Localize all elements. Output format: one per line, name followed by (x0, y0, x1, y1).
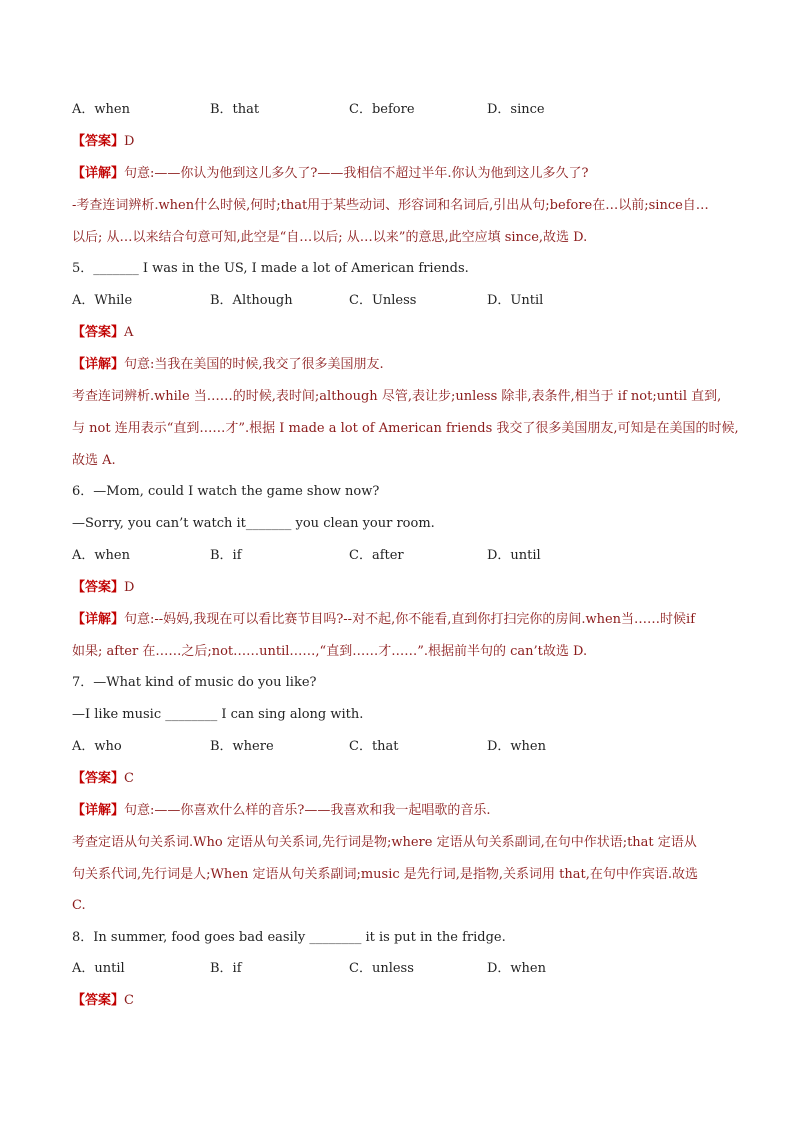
detail-label: 【详解】 (72, 357, 125, 372)
q6-option-c: C．after (349, 548, 404, 563)
q6-answer (72, 579, 134, 597)
answer-label: 【答案】 (72, 993, 125, 1008)
answer-label: 【答案】 (72, 134, 125, 149)
q7-option-b: B．where (210, 739, 274, 754)
q8-option-d: D．when (487, 961, 546, 976)
q5-detail-line-2: 考查连词辨析.while 当……的时候,表时间;although 尽管,表让步;unless 除非,表条件,相当于 if not;until 直到, (72, 389, 722, 404)
q7-answer (72, 770, 134, 788)
answer-label: 【答案】 (72, 771, 125, 786)
q4-answer (72, 133, 134, 151)
q5-detail-line-1: 【详解】句意:当我在美国的时候,我交了很多美国朋友. (72, 357, 384, 372)
q8-option-a: A．until (72, 961, 125, 976)
q7-detail-line-4: C. (72, 898, 86, 913)
q7-detail-line-1: 【详解】句意:——你喜欢什么样的音乐?——我喜欢和我一起唱歌的音乐. (72, 803, 491, 818)
q5-stem: 5．_______ I was in the US, I made a lot of American friends. (72, 261, 469, 276)
q8-answer-value: C (124, 993, 134, 1008)
q4-option-a: A．when (72, 102, 130, 117)
q6-answer-value: D (124, 580, 135, 595)
q4-answer-value: D (124, 134, 135, 149)
q4-option-c: C．before (349, 102, 415, 117)
q5-detail-line-4: 故选 A. (72, 453, 116, 468)
q4-detail-line-3: 以后; 从…以来结合句意可知,此空是“自…以后; 从…以来”的意思,此空应填 since,故选 D. (72, 230, 588, 245)
q7-detail-line-3: 句关系代词,先行词是人;When 定语从句关系副词;music 是先行词,是指物,关系词用 that,在句中作宾语.故选 (72, 867, 698, 882)
q6-detail-line-1: 【详解】句意:--妈妈,我现在可以看比赛节目吗?--对不起,你不能看,直到你打扫完你的房间.when当……时候if (72, 612, 696, 627)
q4-detail-line-2: -考查连词辨析.when什么时候,何时;that用于某些动词、形容词和名词后,引出从句;before在…以前;since自… (72, 198, 709, 213)
q7-option-d: D．when (487, 739, 546, 754)
q8-option-b: B．if (210, 961, 242, 976)
q6-option-a: A．when (72, 548, 130, 563)
answer-label: 【答案】 (72, 325, 125, 340)
detail-label: 【详解】 (72, 612, 125, 627)
q6-stem-1: 6．—Mom, could I watch the game show now? (72, 484, 380, 499)
q5-option-a: A．While (72, 293, 133, 308)
q7-stem-2: —I like music ________ I can sing along with. (72, 707, 364, 722)
q5-option-b: B．Although (210, 293, 293, 308)
q6-option-d: D．until (487, 548, 541, 563)
q5-answer (72, 324, 133, 342)
q4-option-b: B．that (210, 102, 260, 117)
q7-answer-value: C (124, 771, 134, 786)
q7-detail-line-2: 考查定语从句关系词.Who 定语从句关系词,先行词是物;where 定语从句关系副词,在句中作状语;that 定语从 (72, 835, 697, 850)
q5-answer-value: A (124, 325, 134, 340)
q4-options (72, 101, 732, 119)
q5-detail-line-3: 与 not 连用表示“直到……才”.根据 I made a lot of American friends 我交了很多美国朋友,可知是在美国的时候, (72, 421, 739, 436)
q5-option-d: D．Until (487, 293, 544, 308)
q8-options (72, 960, 732, 978)
q7-stem-1: 7．—What kind of music do you like? (72, 675, 317, 690)
q5-option-c: C．Unless (349, 293, 417, 308)
q7-option-a: A．who (72, 739, 122, 754)
detail-label: 【详解】 (72, 803, 125, 818)
q6-detail-line-2: 如果; after 在……之后;not……until……,“直到……才……”.根据前半句的 can’t故选 D. (72, 644, 588, 659)
q8-stem: 8．In summer, food goes bad easily ________ it is put in the fridge. (72, 930, 506, 945)
detail-label: 【详解】 (72, 166, 125, 181)
q6-stem-2: —Sorry, you can’t watch it_______ you clean your room. (72, 516, 435, 531)
q8-answer (72, 992, 134, 1010)
q4-option-d: D．since (487, 102, 545, 117)
q6-options (72, 547, 732, 565)
q6-option-b: B．if (210, 548, 242, 563)
q8-option-c: C．unless (349, 961, 414, 976)
q4-detail-line-1: 【详解】句意:——你认为他到这儿多久了?——我相信不超过半年.你认为他到这儿多久了? (72, 166, 589, 181)
q5-options (72, 292, 732, 310)
q7-option-c: C．that (349, 739, 399, 754)
q7-options (72, 738, 732, 756)
answer-label: 【答案】 (72, 580, 125, 595)
